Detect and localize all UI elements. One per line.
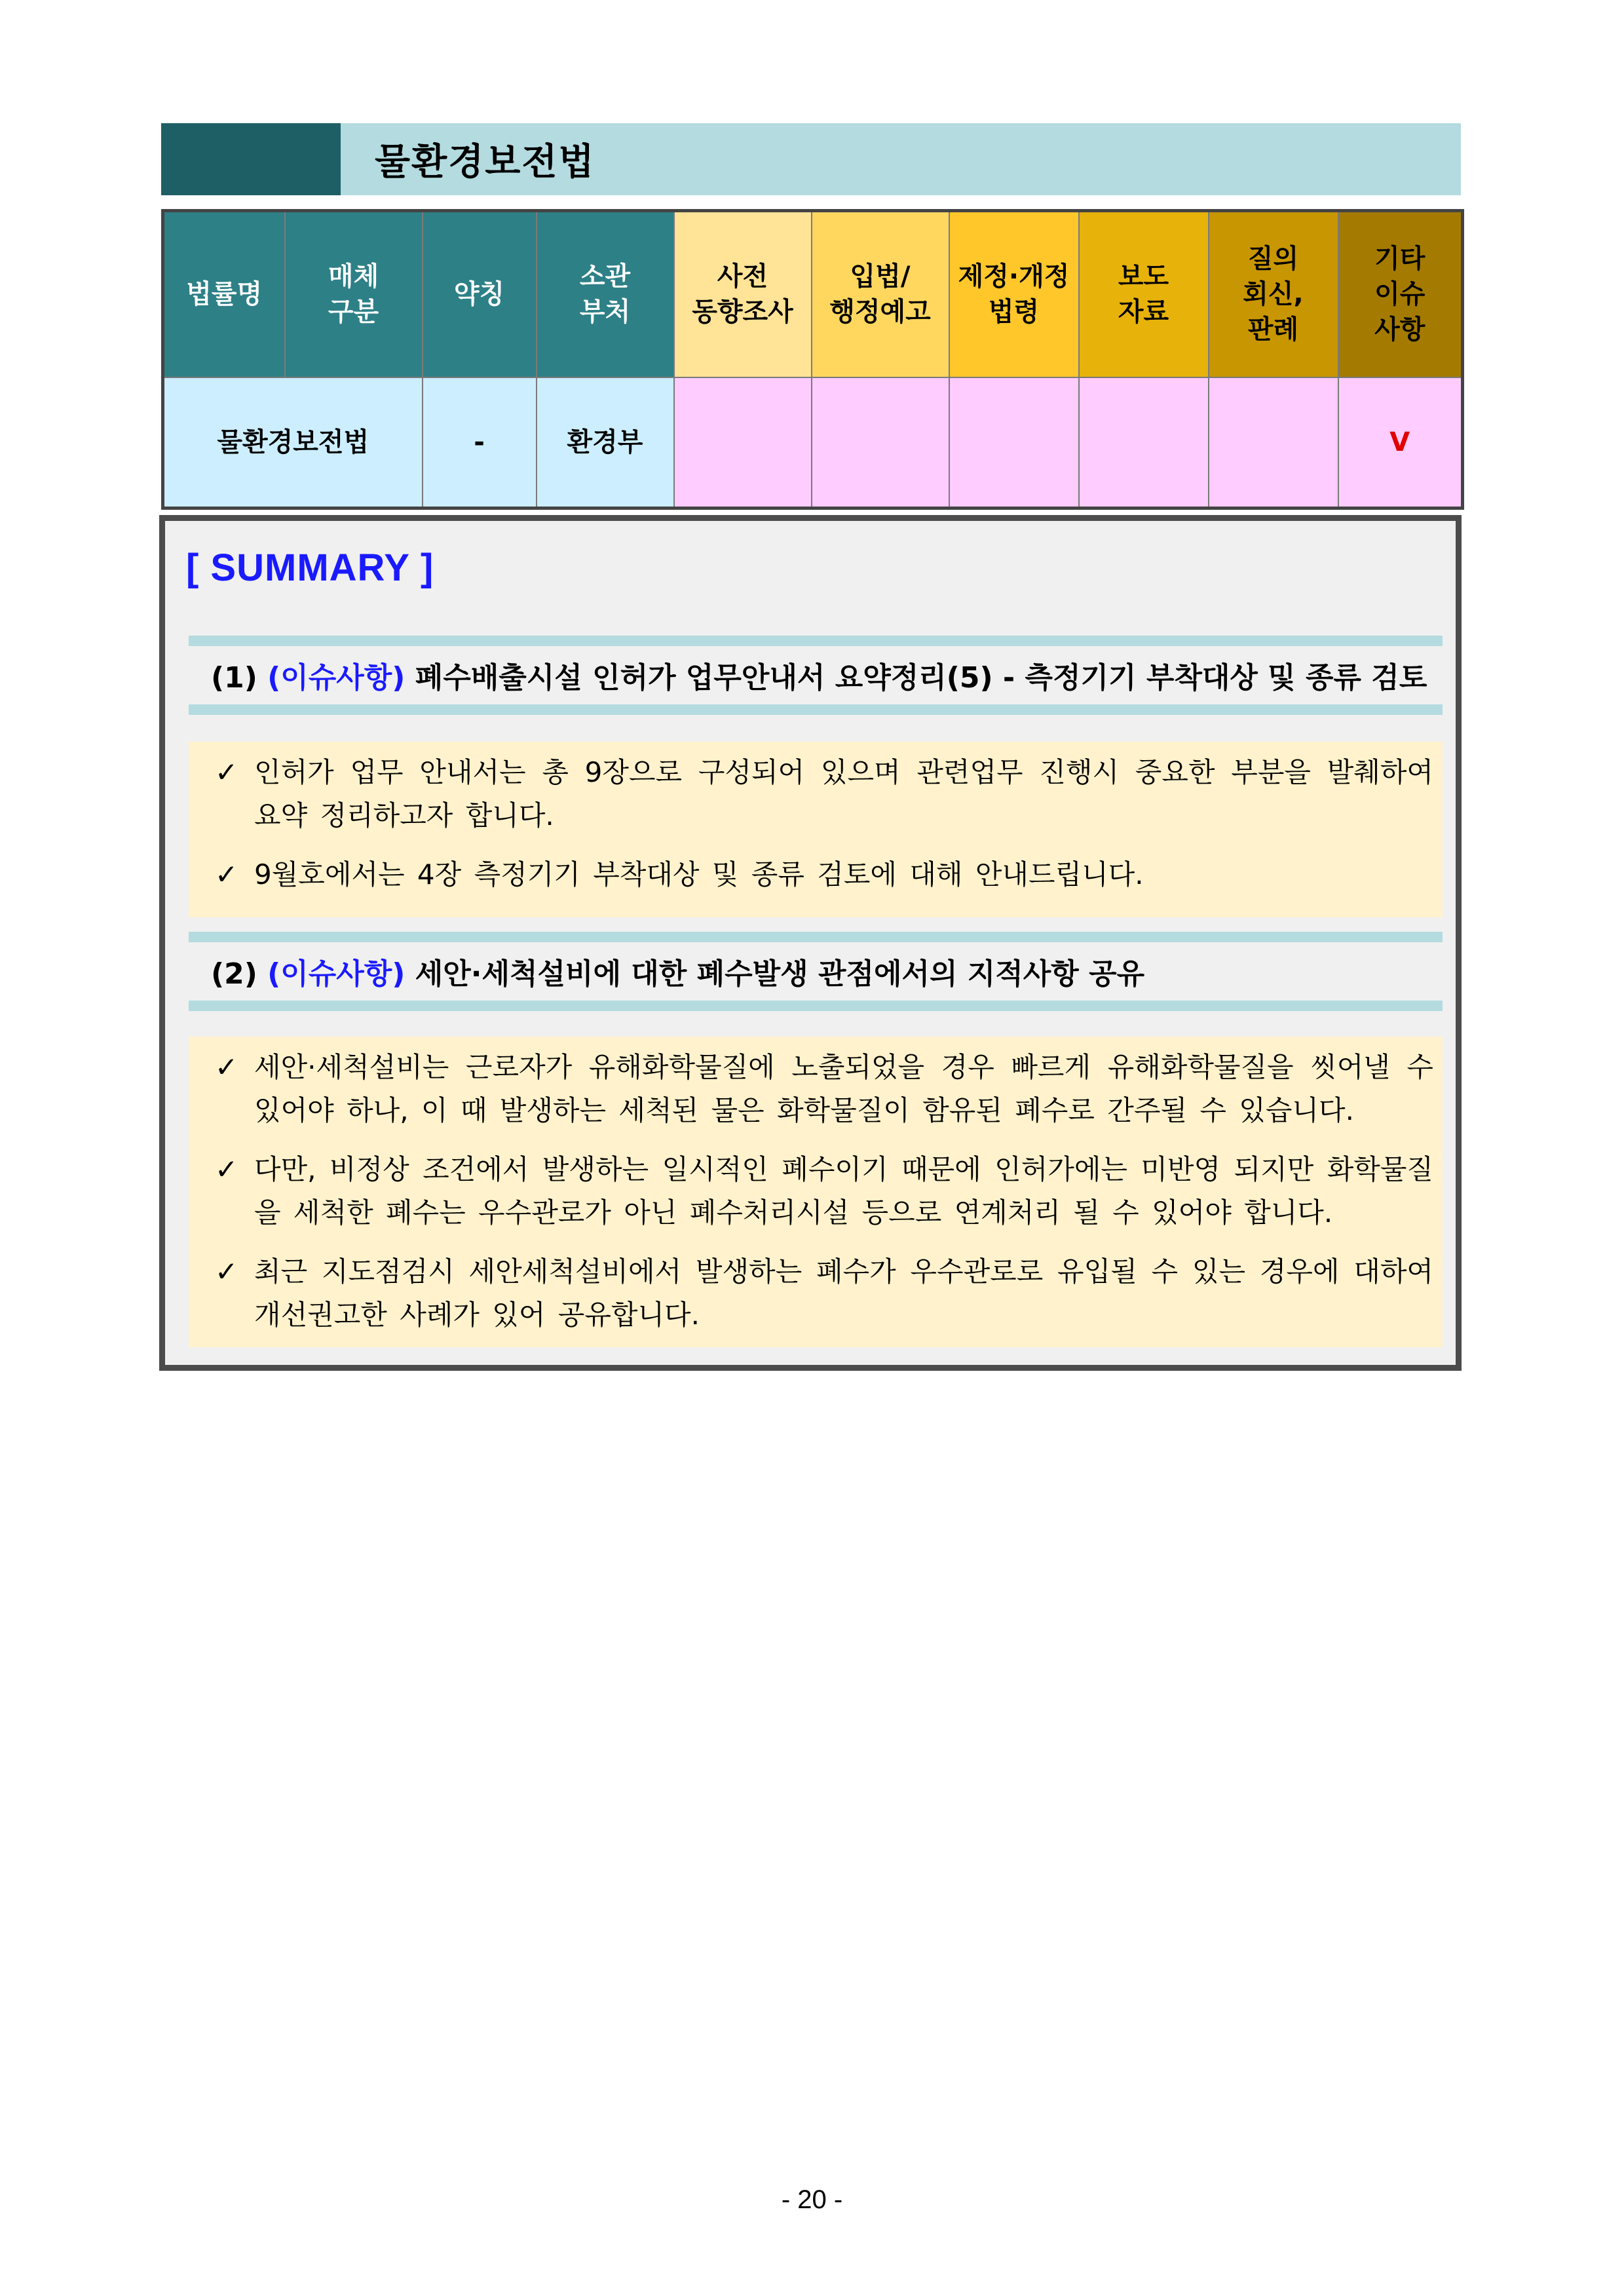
cell-abbreviation: - — [423, 377, 537, 508]
page-title: 물환경보전법 — [341, 123, 1461, 195]
issue-tag: (이슈사항) — [267, 957, 406, 991]
page-number: - 20 - — [781, 2185, 843, 2214]
section-heading-text: 세안·세척설비에 대한 폐수발생 관점에서의 지적사항 공유 — [415, 957, 1145, 991]
table-header-row — [163, 211, 1463, 377]
section-divider — [189, 932, 1443, 942]
cell-ministry: 환경부 — [537, 377, 674, 508]
title-bar — [161, 123, 1461, 195]
section-divider — [189, 1001, 1443, 1011]
title-accent-block — [161, 123, 341, 195]
header-legislative-notice: 입법/ 행정예고 — [812, 211, 949, 377]
check-icon: ✓ — [215, 1255, 238, 1288]
note-text: 9월호에서는 4장 측정기기 부착대상 및 종류 검토에 대해 안내드립니다. — [254, 858, 1144, 890]
note-text: 최근 지도점검시 세안세척설비에서 발생하는 폐수가 우수관로로 유입될 수 있는 경우에 대하여 개선권고한 사례가 있어 공유합니다. — [254, 1255, 1433, 1331]
cell-inquiry-reply — [1209, 377, 1338, 508]
check-icon: ✓ — [215, 1153, 238, 1185]
cell-legislative-notice — [812, 377, 949, 508]
list-item — [215, 751, 1433, 837]
section-1-heading — [211, 654, 1443, 696]
cell-enactment-amendment — [949, 377, 1079, 508]
header-law-name: 법률명 — [163, 211, 285, 377]
check-icon: ✓ — [215, 858, 238, 890]
note-text: 세안·세척설비는 근로자가 유해화학물질에 노출되었을 경우 빠르게 유해화학물질을 씻어낼 수 있어야 하나, 이 때 발생하는 세척된 물은 화학물질이 함유된 폐수로 간주될 수 있습니다. — [254, 1051, 1433, 1126]
summary-title: [ SUMMARY ] — [186, 546, 434, 589]
check-icon: ✓ — [215, 756, 238, 788]
section-2-heading — [211, 950, 1443, 992]
check-icon: ✓ — [215, 1051, 238, 1083]
issue-tag: (이슈사항) — [267, 661, 406, 695]
header-abbreviation: 약칭 — [423, 211, 537, 377]
list-item — [215, 1046, 1433, 1132]
section-2-notes — [189, 1037, 1443, 1347]
note-text: 인허가 업무 안내서는 총 9장으로 구성되어 있으며 관련업무 진행시 중요한 부분을 발췌하여 요약 정리하고자 합니다. — [254, 756, 1433, 832]
header-ministry: 소관 부처 — [537, 211, 674, 377]
cell-law-name: 물환경보전법 — [163, 377, 423, 508]
cell-press-release — [1079, 377, 1209, 508]
list-item — [215, 853, 1433, 896]
header-inquiry-reply: 질의 회신, 판례 — [1209, 211, 1338, 377]
header-press-release: 보도 자료 — [1079, 211, 1209, 377]
section-divider — [189, 704, 1443, 715]
header-prior-survey: 사전 동향조사 — [674, 211, 812, 377]
section-number: (1) — [211, 661, 257, 695]
list-item — [215, 1148, 1433, 1234]
header-other-issues: 기타 이슈 사항 — [1338, 211, 1463, 377]
list-item — [215, 1250, 1433, 1337]
section-1-notes — [189, 742, 1443, 917]
note-text: 다만, 비정상 조건에서 발생하는 일시적인 폐수이기 때문에 인허가에는 미반영 되지만 화학물질을 세척한 폐수는 우수관로가 아닌 폐수처리시설 등으로 연계처리 될 수 있어야 합니다. — [254, 1153, 1433, 1229]
cell-other-issues-mark: V — [1338, 377, 1463, 508]
section-heading-text: 폐수배출시설 인허가 업무안내서 요약정리(5) - 측정기기 부착대상 및 종류 검토 — [415, 661, 1427, 695]
law-overview-table — [161, 209, 1464, 510]
header-enactment-amendment: 제정·개정 법령 — [949, 211, 1079, 377]
table-row — [163, 377, 1463, 508]
summary-box — [159, 515, 1462, 1371]
cell-prior-survey — [674, 377, 812, 508]
section-number: (2) — [211, 957, 257, 991]
header-media-type: 매체 구분 — [285, 211, 423, 377]
section-divider — [189, 636, 1443, 646]
